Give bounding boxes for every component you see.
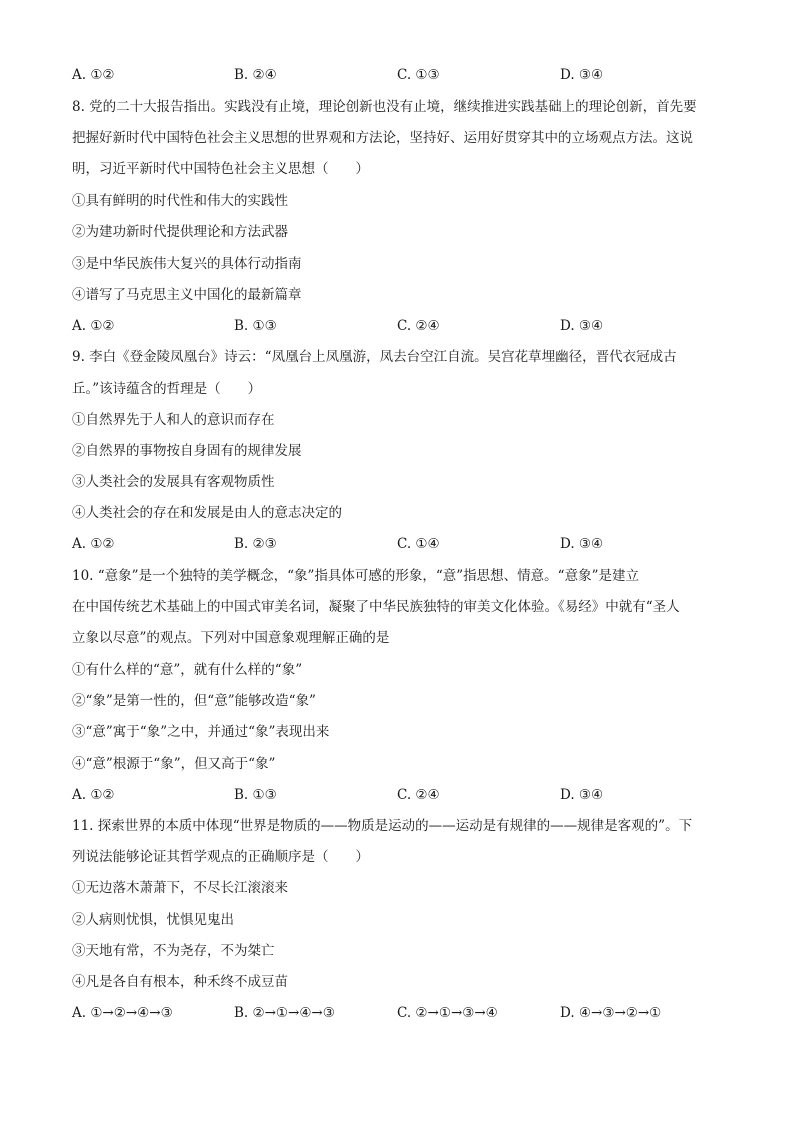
- q9-item-1: ①自然界先于人和人的意识而存在: [72, 412, 275, 428]
- q8-option-b[interactable]: B. ①③: [234, 318, 277, 334]
- q10-item-2: ②“象”是第一性的，但“意”能够改造“象”: [72, 693, 316, 709]
- q11-option-a[interactable]: A. ①→②→④→③: [72, 1005, 173, 1021]
- q11-options: [72, 1003, 722, 1023]
- q9-option-d[interactable]: D. ③④: [560, 536, 604, 552]
- q11-option-b[interactable]: B. ②→①→④→③: [234, 1005, 335, 1021]
- q11-item-4: ④凡是各自有根本，种禾终不成豆苗: [72, 974, 288, 990]
- q7-options: [72, 65, 722, 85]
- q9-item-4: ④人类社会的存在和发展是由人的意志决定的: [72, 505, 342, 521]
- q8-stem-line-1: 8. 党的二十大报告指出。实践没有止境，理论创新也没有止境，继续推进实践基础上的理论创新，首先要: [72, 99, 697, 115]
- q8-item-1: ①具有鲜明的时代性和伟大的实践性: [72, 193, 288, 209]
- q11-item-2: ②人病则忧惧，忧惧见鬼出: [72, 912, 234, 928]
- q10-item-1: ①有什么样的“意”，就有什么样的“象”: [72, 662, 303, 678]
- q8-item-3: ③是中华民族伟大复兴的具体行动指南: [72, 256, 302, 272]
- q11-item-3: ③天地有常，不为尧存，不为桀亡: [72, 943, 275, 959]
- q8-item-4: ④谱写了马克思主义中国化的最新篇章: [72, 287, 302, 303]
- q11-stem-line-2: 列说法能够论证其哲学观点的正确顺序是（ ）: [72, 849, 369, 865]
- q9-options: [72, 534, 722, 554]
- q9-item-3: ③人类社会的发展具有客观物质性: [72, 474, 275, 490]
- q7-option-b[interactable]: B. ②④: [234, 67, 277, 83]
- q9-option-a[interactable]: A. ①②: [72, 536, 115, 552]
- q8-options: [72, 316, 722, 336]
- q10-options: [72, 785, 722, 805]
- q10-option-b[interactable]: B. ①③: [234, 787, 277, 803]
- q10-stem-line-2: 在中国传统艺术基础上的中国式审美名词，凝聚了中华民族独特的审美文化体验。《易经》中就有“圣人: [72, 599, 680, 615]
- q11-item-1: ①无边落木萧萧下，不尽长江滚滚来: [72, 880, 288, 896]
- q10-option-c[interactable]: C. ②④: [397, 787, 440, 803]
- q8-option-d[interactable]: D. ③④: [560, 318, 604, 334]
- q8-item-2: ②为建功新时代提供理论和方法武器: [72, 224, 288, 240]
- q8-option-c[interactable]: C. ②④: [397, 318, 440, 334]
- q8-option-a[interactable]: A. ①②: [72, 318, 115, 334]
- q7-option-a[interactable]: A. ①②: [72, 67, 115, 83]
- q9-stem-line-1: 9. 李白《登金陵凤凰台》诗云：“凤凰台上凤凰游，凤去台空江自流。吴宫花草埋幽径，晋代衣冠成古: [72, 349, 677, 365]
- q9-stem-line-2: 丘。”该诗蕴含的哲理是（ ）: [72, 381, 262, 397]
- q11-stem-line-1: 11. 探索世界的本质中体现“世界是物质的——物质是运动的——运动是有规律的——规律是客观的”。下: [72, 818, 693, 834]
- q10-stem-line-1: 10. “意象”是一个独特的美学概念，“象”指具体可感的形象，“意”指思想、情意。“意象”是建立: [72, 568, 639, 584]
- q8-stem-line-3: 明，习近平新时代中国特色社会主义思想（ ）: [72, 161, 369, 177]
- q9-option-b[interactable]: B. ②③: [234, 536, 277, 552]
- q9-item-2: ②自然界的事物按自身固有的规律发展: [72, 443, 302, 459]
- q10-item-4: ④“意”根源于“象”，但又高于“象”: [72, 756, 276, 772]
- q7-option-c[interactable]: C. ①③: [397, 67, 440, 83]
- q7-option-d[interactable]: D. ③④: [560, 67, 604, 83]
- q11-option-d[interactable]: D. ④→③→②→①: [560, 1005, 662, 1021]
- q10-option-d[interactable]: D. ③④: [560, 787, 604, 803]
- q10-stem-line-3: 立象以尽意”的观点。下列对中国意象观理解正确的是: [72, 630, 390, 646]
- q10-option-a[interactable]: A. ①②: [72, 787, 115, 803]
- q11-option-c[interactable]: C. ②→①→③→④: [397, 1005, 498, 1021]
- q8-stem-line-2: 把握好新时代中国特色社会主义思想的世界观和方法论，坚持好、运用好贯穿其中的立场观点方法。这说: [72, 130, 693, 146]
- q9-option-c[interactable]: C. ①④: [397, 536, 440, 552]
- q10-item-3: ③“意”寓于“象”之中，并通过“象”表现出来: [72, 724, 330, 740]
